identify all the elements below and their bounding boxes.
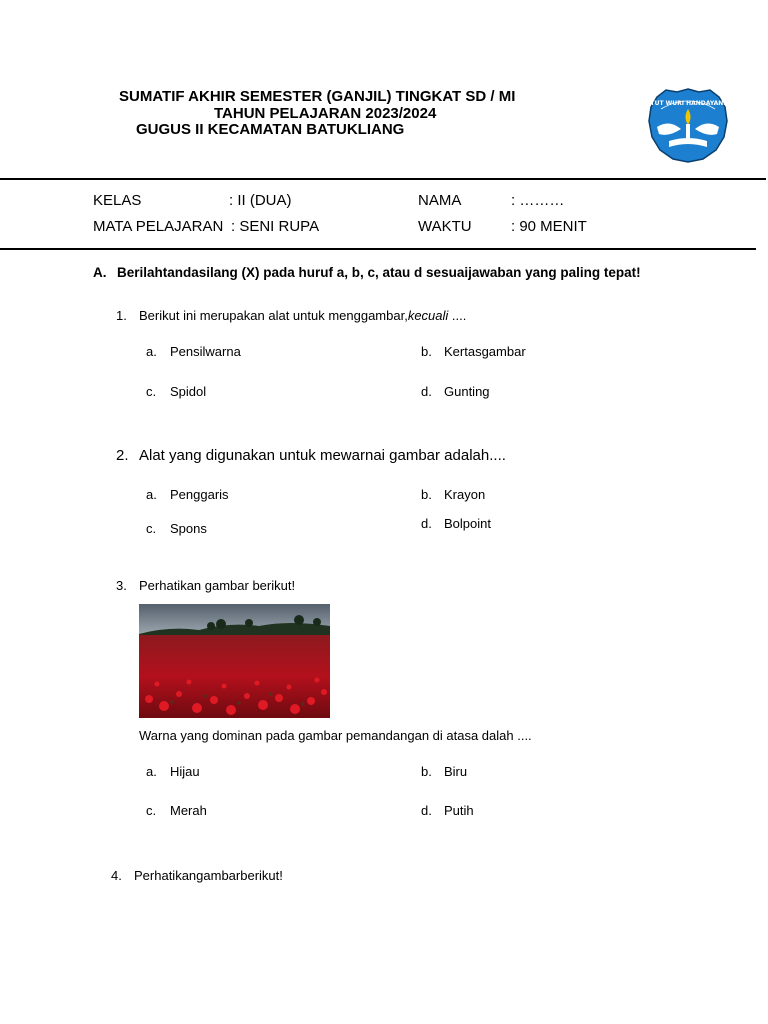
q2-option-d[interactable]: Bolpoint xyxy=(444,516,491,531)
tut-wuri-handayani-logo xyxy=(647,87,729,163)
q2-option-c[interactable]: Spons xyxy=(170,521,207,536)
q1-option-c-letter: c. xyxy=(146,384,157,399)
q2-option-a[interactable]: Penggaris xyxy=(170,487,229,502)
question-4-number: 4. xyxy=(111,868,122,883)
time-label: WAKTU xyxy=(418,218,472,235)
class-value: : II (DUA) xyxy=(229,192,292,209)
section-a-instruction: Berilahtandasilang (X) pada huruf a, b, c, atau d sesuaijawaban yang paling tepat! xyxy=(117,265,641,280)
question-1-emphasis: kecuali xyxy=(407,308,449,323)
class-label: KELAS xyxy=(93,192,142,209)
question-1-suffix: .... xyxy=(448,308,467,323)
q1-option-d[interactable]: Gunting xyxy=(444,384,490,399)
question-3-prompt: Warna yang dominan pada gambar pemandangan di atasa dalah .... xyxy=(139,728,532,743)
q3-option-c-letter: c. xyxy=(146,803,157,818)
question-3-text: Perhatikan gambar berikut! xyxy=(139,578,296,593)
q2-option-a-letter: a. xyxy=(146,487,157,502)
section-a-label: A. xyxy=(93,265,107,280)
question-1-number: 1. xyxy=(116,308,127,323)
q1-option-b[interactable]: Kertasgambar xyxy=(444,344,526,359)
time-value: : 90 MENIT xyxy=(511,218,587,235)
exam-title: SUMATIF AKHIR SEMESTER (GANJIL) TINGKAT SD / MI xyxy=(119,88,516,105)
q1-option-a[interactable]: Pensilwarna xyxy=(170,344,241,359)
academic-year: TAHUN PELAJARAN 2023/2024 xyxy=(214,105,437,122)
q3-option-d[interactable]: Putih xyxy=(444,803,474,818)
question-1-stem: Berikut ini merupakan alat untuk menggambar, xyxy=(139,308,408,323)
poppy-field-image xyxy=(139,604,330,718)
q2-option-c-letter: c. xyxy=(146,521,157,536)
q2-option-b[interactable]: Krayon xyxy=(444,487,486,502)
subject-label: MATA PELAJARAN xyxy=(93,218,224,235)
q3-option-b-letter: b. xyxy=(421,764,432,779)
q2-option-d-letter: d. xyxy=(421,516,432,531)
q3-option-a-letter: a. xyxy=(146,764,157,779)
q2-option-b-letter: b. xyxy=(421,487,432,502)
q1-option-d-letter: d. xyxy=(421,384,432,399)
name-value: : ……… xyxy=(511,192,565,209)
question-4-text: Perhatikangambarberikut! xyxy=(134,868,283,883)
question-1-text xyxy=(139,308,466,323)
subject-value: : SENI RUPA xyxy=(231,218,320,235)
info-divider xyxy=(0,248,756,250)
q3-option-d-letter: d. xyxy=(421,803,432,818)
svg-text:TUT WURI HANDAYANI: TUT WURI HANDAYANI xyxy=(650,100,726,107)
q3-option-c[interactable]: Merah xyxy=(170,803,207,818)
cluster-name: GUGUS II KECAMATAN BATUKLIANG xyxy=(136,121,405,138)
q1-option-a-letter: a. xyxy=(146,344,157,359)
name-label: NAMA xyxy=(418,192,462,209)
q1-option-b-letter: b. xyxy=(421,344,432,359)
header-divider xyxy=(0,178,766,180)
q3-option-b[interactable]: Biru xyxy=(444,764,468,779)
q3-option-a[interactable]: Hijau xyxy=(170,764,200,779)
question-2-text: Alat yang digunakan untuk mewarnai gambar adalah.... xyxy=(139,447,506,464)
q1-option-c[interactable]: Spidol xyxy=(170,384,207,399)
question-2-number: 2. xyxy=(116,447,129,464)
question-3-number: 3. xyxy=(116,578,127,593)
